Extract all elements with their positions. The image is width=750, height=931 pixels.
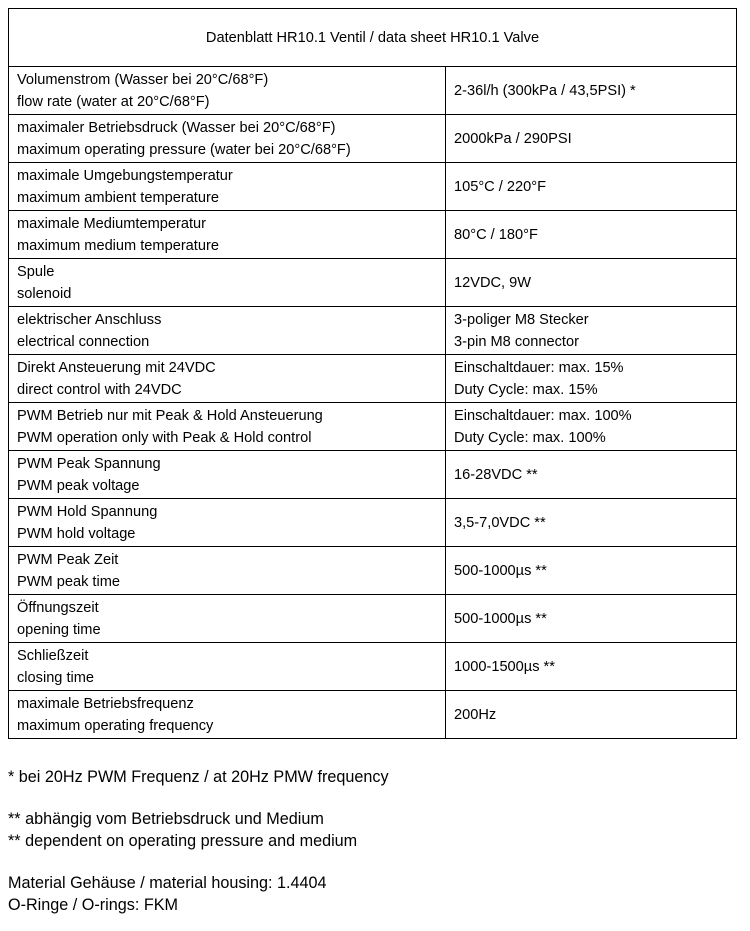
o-rings-material: O-Ringe / O-rings: FKM <box>8 896 179 914</box>
property-value: 500-1000µs ** <box>454 562 547 579</box>
footnote-flow-rate: * bei 20Hz PWM Frequenz / at 20Hz PMW frequency <box>8 768 389 786</box>
property-value-cell <box>446 115 737 163</box>
table-row <box>9 595 737 643</box>
notes-spacer <box>8 788 389 808</box>
property-label-de: PWM Hold Spannung <box>17 503 158 520</box>
property-label-cell <box>9 67 446 115</box>
property-label-de: elektrischer Anschluss <box>17 311 162 328</box>
property-label-en: direct control with 24VDC <box>17 381 182 398</box>
table-row <box>9 307 737 355</box>
datasheet-title: Datenblatt HR10.1 Ventil / data sheet HR10.1 Valve <box>9 9 737 67</box>
property-value: 2000kPa / 290PSI <box>454 130 572 147</box>
table-row <box>9 67 737 115</box>
property-label-cell <box>9 307 446 355</box>
property-label-de: Öffnungszeit <box>17 599 99 616</box>
property-label-en: closing time <box>17 669 95 686</box>
property-label-cell <box>9 547 446 595</box>
property-value: 1000-1500µs ** <box>454 658 555 675</box>
property-value: 3-pin M8 connector <box>454 333 579 350</box>
property-value-cell <box>446 67 737 115</box>
property-value: 2-36l/h (300kPa / 43,5PSI) * <box>454 82 636 99</box>
table-row <box>9 115 737 163</box>
property-label-en: PWM peak voltage <box>17 477 140 494</box>
property-label-cell <box>9 403 446 451</box>
property-label-de: maximale Mediumtemperatur <box>17 215 206 232</box>
property-value-cell <box>446 547 737 595</box>
table-row <box>9 355 737 403</box>
property-label-en: opening time <box>17 621 101 638</box>
notes-section <box>8 766 389 916</box>
property-value-cell <box>446 691 737 739</box>
table-row <box>9 547 737 595</box>
property-label-de: maximaler Betriebsdruck (Wasser bei 20°C/68°F) <box>17 119 336 136</box>
property-label-cell <box>9 499 446 547</box>
property-value-cell <box>446 451 737 499</box>
table-row <box>9 163 737 211</box>
property-label-de: PWM Betrieb nur mit Peak & Hold Ansteuerung <box>17 407 323 424</box>
property-label-cell <box>9 163 446 211</box>
table-row <box>9 643 737 691</box>
property-label-en: PWM hold voltage <box>17 525 136 542</box>
property-value: Einschaltdauer: max. 15% <box>454 359 624 376</box>
property-value: 3,5-7,0VDC ** <box>454 514 546 531</box>
property-label-de: PWM Peak Zeit <box>17 551 119 568</box>
material-housing: Material Gehäuse / material housing: 1.4404 <box>8 874 327 892</box>
footnote-dependency-de: ** abhängig vom Betriebsdruck und Medium <box>8 810 324 828</box>
property-label-de: maximale Betriebsfrequenz <box>17 695 194 712</box>
property-label-cell <box>9 643 446 691</box>
table-row <box>9 499 737 547</box>
property-value-cell <box>446 643 737 691</box>
property-label-de: maximale Umgebungstemperatur <box>17 167 233 184</box>
property-value: Duty Cycle: max. 15% <box>454 381 598 398</box>
property-label-en: maximum ambient temperature <box>17 189 219 206</box>
property-value: Einschaltdauer: max. 100% <box>454 407 632 424</box>
property-value: 105°C / 220°F <box>454 178 546 195</box>
table-row <box>9 403 737 451</box>
property-value: Duty Cycle: max. 100% <box>454 429 606 446</box>
property-value: 200Hz <box>454 706 497 723</box>
table-row <box>9 211 737 259</box>
property-label-cell <box>9 259 446 307</box>
property-label-en: maximum medium temperature <box>17 237 219 254</box>
property-label-en: flow rate (water at 20°C/68°F) <box>17 93 210 110</box>
property-value-cell <box>446 355 737 403</box>
property-value: 80°C / 180°F <box>454 226 538 243</box>
property-label-cell <box>9 115 446 163</box>
property-label-en: PWM peak time <box>17 573 120 590</box>
property-label-cell <box>9 355 446 403</box>
property-value-cell <box>446 403 737 451</box>
property-label-cell <box>9 211 446 259</box>
property-value-cell <box>446 595 737 643</box>
property-value-cell <box>446 499 737 547</box>
datasheet-table <box>8 8 737 739</box>
property-label-en: PWM operation only with Peak & Hold control <box>17 429 312 446</box>
table-row <box>9 691 737 739</box>
property-label-de: Spule <box>17 263 55 280</box>
table-row <box>9 259 737 307</box>
property-label-de: Direkt Ansteuerung mit 24VDC <box>17 359 216 376</box>
property-value-cell <box>446 163 737 211</box>
property-value: 16-28VDC ** <box>454 466 538 483</box>
property-label-en: maximum operating frequency <box>17 717 214 734</box>
property-label-en: solenoid <box>17 285 72 302</box>
footnote-dependency-en: ** dependent on operating pressure and medium <box>8 832 358 850</box>
property-label-de: PWM Peak Spannung <box>17 455 161 472</box>
property-value: 12VDC, 9W <box>454 274 532 291</box>
property-label-cell <box>9 451 446 499</box>
property-value-cell <box>446 211 737 259</box>
property-label-cell <box>9 691 446 739</box>
datasheet-table-body <box>9 9 737 739</box>
title-row <box>9 9 737 67</box>
property-label-de: Schließzeit <box>17 647 89 664</box>
property-label-cell <box>9 595 446 643</box>
property-value-cell <box>446 307 737 355</box>
property-label-en: maximum operating pressure (water bei 20°C/68°F) <box>17 141 351 158</box>
property-label-en: electrical connection <box>17 333 150 350</box>
property-value-cell <box>446 259 737 307</box>
property-value: 3-poliger M8 Stecker <box>454 311 589 328</box>
table-row <box>9 451 737 499</box>
property-label-de: Volumenstrom (Wasser bei 20°C/68°F) <box>17 71 269 88</box>
property-value: 500-1000µs ** <box>454 610 547 627</box>
notes-spacer <box>8 852 389 872</box>
